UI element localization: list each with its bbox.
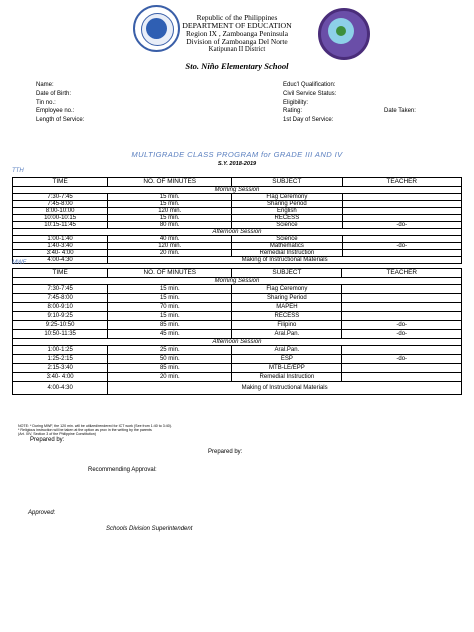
- column-header: TIME: [13, 178, 108, 187]
- teacher-cell: [342, 250, 461, 257]
- table-row: [13, 285, 462, 294]
- column-header: TEACHER: [342, 269, 462, 278]
- teacher-cell: [342, 215, 461, 222]
- teacher-cell: [342, 373, 462, 382]
- time-cell: 9:25-10:50: [13, 321, 108, 330]
- minutes-cell: 15 min.: [108, 215, 232, 222]
- minutes-cell: 15 min.: [108, 201, 232, 208]
- minutes-cell: 85 min.: [108, 364, 232, 373]
- subject-cell: RECESS: [232, 215, 342, 222]
- minutes-cell: 45 min.: [108, 330, 232, 339]
- approved-label: Approved:: [28, 510, 56, 516]
- session-label: Afternoon Session: [13, 229, 462, 236]
- time-cell: 8:00-9:10: [13, 303, 108, 312]
- subject-cell: Making of Instructional Materials: [108, 382, 462, 395]
- table-row: [13, 321, 462, 330]
- header-row: [13, 178, 462, 187]
- teacher-cell: [342, 208, 461, 215]
- subject-cell: Sharing Period: [232, 201, 342, 208]
- time-cell: 4:00-4:30: [13, 257, 108, 264]
- table-row: [13, 243, 462, 250]
- column-header: NO. OF MINUTES: [108, 269, 232, 278]
- qualification-field: Educ'l Qualification:: [283, 82, 336, 88]
- subject-cell: Filipino: [232, 321, 342, 330]
- name-field: Name:: [36, 82, 54, 88]
- civil-field: Civil Service Status:: [283, 91, 337, 97]
- session-label: Morning Session: [13, 187, 462, 194]
- time-cell: 4:00-4:30: [13, 382, 108, 395]
- table-row: [13, 194, 462, 201]
- note-line: (Art. XIV, Section 3 of the Philippine Constitution): [18, 432, 96, 436]
- session-label: Morning Session: [13, 278, 462, 285]
- school-name: Sto. Niño Elementary School: [185, 61, 289, 71]
- teacher-cell: -do-: [342, 243, 461, 250]
- rating-field: Rating:: [283, 108, 303, 114]
- table-row: [13, 346, 462, 355]
- minutes-cell: 120 min.: [108, 208, 232, 215]
- date-taken-field: Date Taken:: [384, 108, 416, 114]
- minutes-cell: 70 min.: [108, 303, 232, 312]
- table-row: [13, 330, 462, 339]
- teacher-cell: [342, 303, 462, 312]
- table-row: [13, 373, 462, 382]
- time-cell: 1:00-1:40: [13, 236, 108, 243]
- session-row: [13, 187, 462, 194]
- subject-cell: Sharing Period: [232, 294, 342, 303]
- teacher-cell: [342, 194, 461, 201]
- table-row: [13, 355, 462, 364]
- subject-cell: Flag Ceremony: [232, 285, 342, 294]
- subject-cell: Science: [232, 222, 342, 229]
- teacher-cell: [342, 201, 461, 208]
- tth-schedule-table: [12, 177, 462, 264]
- session-label: Afternoon Session: [13, 339, 462, 346]
- teacher-cell: -do-: [342, 321, 462, 330]
- length-field: Length of Service:: [36, 117, 85, 123]
- region-line: Region IX , Zamboanga Peninsula: [185, 29, 288, 38]
- school-year: S.Y. 2018-2019: [217, 161, 257, 167]
- column-header: SUBJECT: [232, 178, 342, 187]
- minutes-cell: 15 min.: [108, 285, 232, 294]
- time-cell: 1:25-2:15: [13, 355, 108, 364]
- table-row: [13, 364, 462, 373]
- prepared-by-label-2: Prepared by:: [208, 449, 243, 455]
- teacher-cell: [342, 285, 462, 294]
- teacher-cell: -do-: [342, 222, 461, 229]
- teacher-cell: [342, 346, 462, 355]
- minutes-cell: 15 min.: [108, 294, 232, 303]
- time-cell: 1:00-1:25: [13, 346, 108, 355]
- time-cell: 8:00-10:00: [13, 208, 108, 215]
- minutes-cell: 120 min.: [108, 243, 232, 250]
- notes-block: [18, 424, 172, 436]
- minutes-cell: 15 min.: [108, 312, 232, 321]
- time-cell: 3:40- 4:00: [13, 373, 108, 382]
- subject-cell: Remedial Instruction: [232, 250, 342, 257]
- subject-cell: Aral.Pan.: [232, 346, 342, 355]
- department-line: DEPARTMENT OF EDUCATION: [182, 21, 292, 30]
- minutes-cell: 20 min.: [108, 373, 232, 382]
- table-row: [13, 250, 462, 257]
- table-row: [13, 312, 462, 321]
- time-cell: 10:15-11:45: [13, 222, 108, 229]
- minutes-cell: 15 min.: [108, 194, 232, 201]
- time-cell: 9:10-9:25: [13, 312, 108, 321]
- time-cell: 10:50-11:35: [13, 330, 108, 339]
- mwf-schedule-table: [12, 268, 462, 395]
- table-row: [13, 382, 462, 395]
- superintendent-label: Schools Division Superintendent: [106, 526, 193, 532]
- time-cell: 2:15-3:40: [13, 364, 108, 373]
- time-cell: 7:30-7:45: [13, 285, 108, 294]
- teacher-cell: -do-: [342, 330, 462, 339]
- table-row: [13, 201, 462, 208]
- dob-field: Date of Birth:: [36, 91, 72, 97]
- column-header: SUBJECT: [232, 269, 342, 278]
- time-cell: 7:45-8:00: [13, 294, 108, 303]
- time-cell: 7:45-8:00: [13, 201, 108, 208]
- subject-cell: Science: [232, 236, 342, 243]
- minutes-cell: 50 min.: [108, 355, 232, 364]
- subject-cell: Aral.Pan.: [232, 330, 342, 339]
- subject-cell: MTB-LE/EPP: [232, 364, 342, 373]
- session-row: [13, 278, 462, 285]
- session-row: [13, 229, 462, 236]
- minutes-cell: 20 min.: [108, 250, 232, 257]
- first-day-field: 1st Day of Service:: [283, 117, 334, 123]
- header-row: [13, 269, 462, 278]
- republic-line: Republic of the Philippines: [196, 13, 278, 22]
- time-cell: 3:40- 4:00: [13, 250, 108, 257]
- district-line: Katipunan II District: [208, 46, 266, 53]
- eligibility-field: Eligibility:: [283, 100, 309, 106]
- column-header: TEACHER: [342, 178, 461, 187]
- table-row: [13, 294, 462, 303]
- prepared-by-label: Prepared by:: [30, 437, 65, 443]
- minutes-cell: 40 min.: [108, 236, 232, 243]
- minutes-cell: 25 min.: [108, 346, 232, 355]
- teacher-cell: -do-: [342, 355, 462, 364]
- recommending-approval-label: Recommending Approval:: [88, 467, 157, 473]
- table-row: [13, 257, 462, 264]
- mwf-label: MWF: [12, 260, 27, 266]
- division-line: Division of Zamboanga Del Norte: [186, 37, 288, 46]
- tin-field: Tin no.:: [36, 100, 56, 106]
- program-title: MULTIGRADE CLASS PROGRAM for GRADE III AND IV: [131, 150, 343, 159]
- teacher-cell: [342, 294, 462, 303]
- subject-cell: ESP: [232, 355, 342, 364]
- subject-cell: English: [232, 208, 342, 215]
- time-cell: 10:00-10:15: [13, 215, 108, 222]
- employee-field: Employee no.:: [36, 108, 75, 114]
- minutes-cell: 80 min.: [108, 222, 232, 229]
- note-line: * Religious instruction will be taken at the option as prov in the writing by the parents: [18, 428, 152, 432]
- time-cell: 1:40-3:40: [13, 243, 108, 250]
- table-row: [13, 215, 462, 222]
- subject-cell: Making of Instructional Materials: [108, 257, 462, 264]
- subject-cell: RECESS: [232, 312, 342, 321]
- table-row: [13, 208, 462, 215]
- subject-cell: Mathematics: [232, 243, 342, 250]
- column-header: NO. OF MINUTES: [108, 178, 232, 187]
- teacher-cell: [342, 312, 462, 321]
- subject-cell: Remedial Instruction: [232, 373, 342, 382]
- teacher-cell: [342, 236, 461, 243]
- table-row: [13, 236, 462, 243]
- time-cell: 7:30-7:45: [13, 194, 108, 201]
- table-row: [13, 303, 462, 312]
- note-line: NOTE: * During MWF, the 120 min. will be utilized/rendered for ICT work (See from 1:40 to 3:40).: [18, 424, 172, 428]
- column-header: TIME: [13, 269, 108, 278]
- session-row: [13, 339, 462, 346]
- tth-label: TTH: [12, 168, 24, 174]
- subject-cell: Flag Ceremony: [232, 194, 342, 201]
- minutes-cell: 85 min.: [108, 321, 232, 330]
- table-row: [13, 222, 462, 229]
- subject-cell: MAPEH: [232, 303, 342, 312]
- teacher-cell: [342, 364, 462, 373]
